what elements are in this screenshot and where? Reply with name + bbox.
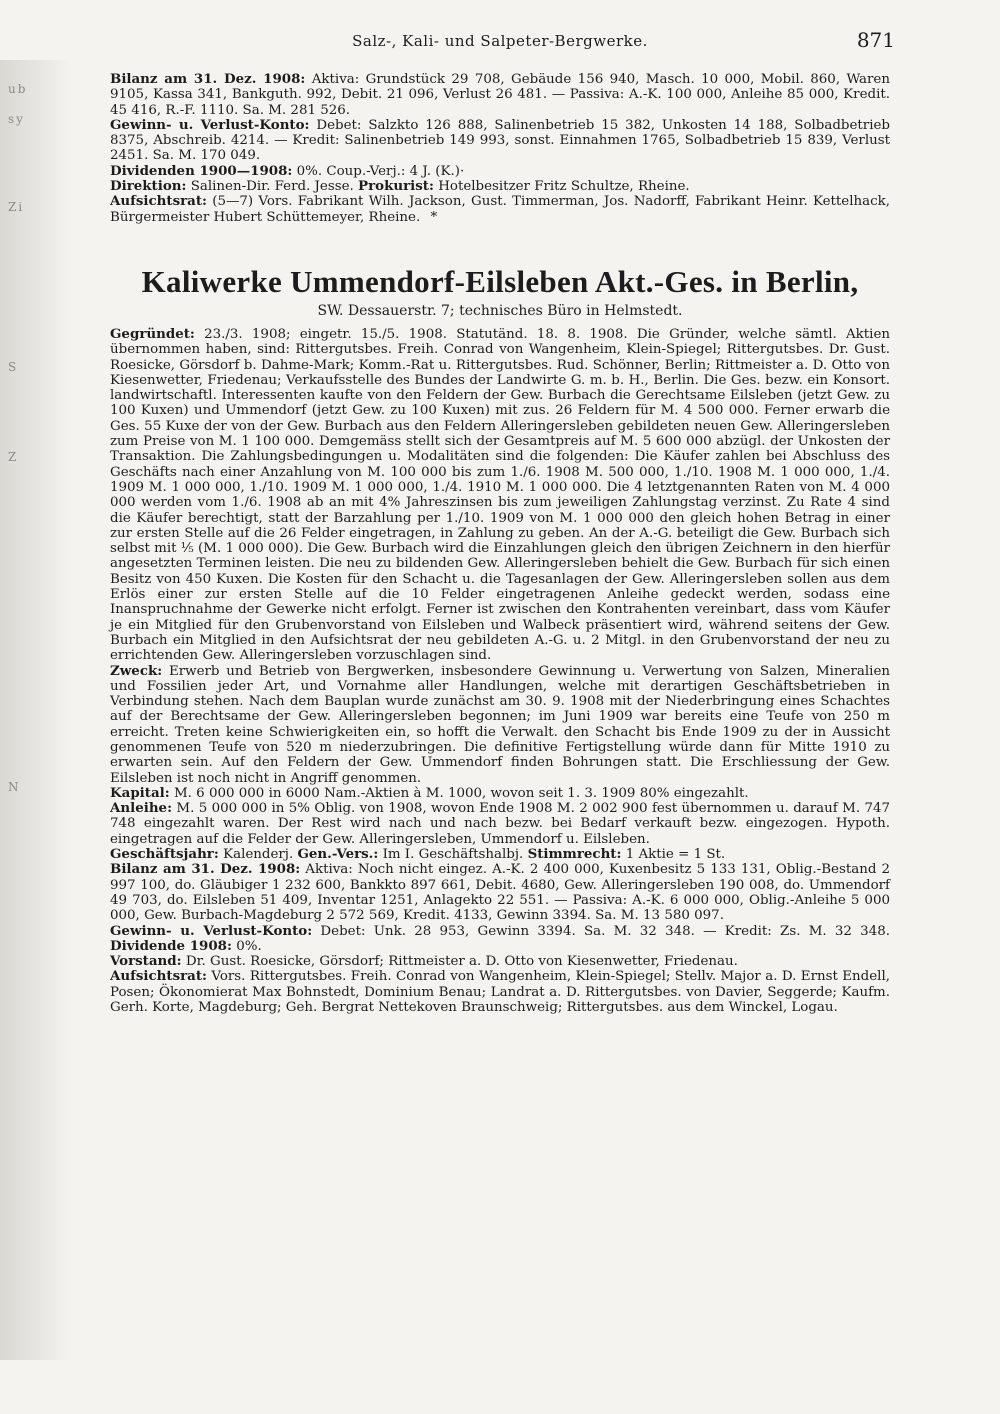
entry-label: Aufsichtsrat: xyxy=(110,193,207,210)
page-header xyxy=(105,28,895,60)
section-label: Aufsichtsrat: xyxy=(110,968,207,985)
entry-end-star: * xyxy=(430,209,438,225)
gutter-fragment: ub xyxy=(8,82,28,96)
entry-text: Salinen-Dir. Ferd. Jesse. xyxy=(190,179,354,195)
entry-label: Dividenden 1900—1908: xyxy=(110,162,293,179)
section-anleihe xyxy=(110,801,890,847)
section-text: Debet: Unk. 28 953, Gewinn 3394. Sa. M. 32 348. — Kredit: Zs. M. 32 348. xyxy=(320,923,890,939)
section-text: Vors. Rittergutsbes. Freih. Conrad von Wangenheim, Klein-Spiegel; Stellv. Major a. D. Ernst Endell, Posen; Ökonomierat Max Bohnstedt, Dominium Benau; Landrat a. D. Rittergutsbes. von Davier, Seggerde; Kaufm. Gerh. Korte, Magdeburg; Geh. Bergrat Nettekoven Braunschweig; Rittergutsbes. aus dem Winckel, Logau. xyxy=(110,969,890,1016)
section-label: Geschäftsjahr: xyxy=(110,846,219,863)
page-number: 871 xyxy=(856,28,895,52)
binding-gutter xyxy=(0,60,70,1360)
section-guv xyxy=(110,924,890,955)
section-text: Erwerb und Betrieb von Bergwerken, insbesondere Gewinnung u. Verwertung von Salzen, Mineralien und Fossilien jeder Art, und Vornahme aller Handlungen, welche mit derartigen Geschäftsbetrieben in Verbindung stehen. Nach dem Bauplan wurde zunächst am 30. 9. 1908 mit der Niederbringung eines Schachtes auf der Berechtsame der Gew. Alleringersleben begonnen; im Juni 1909 war bereits eine Teufe von 250 m erreicht. Treten keine Schwierigkeiten ein, so hofft die Verwalt. den Schacht bis Ende 1909 zu der in Aussicht genommenen Teufe von 520 m niederzubringen. Die definitive Fertigstellung würde dann für Mitte 1910 zu erwarten sein. Auf den Feldern der Gew. Ummendorf finden Bohrungen statt. Die Erschliessung der Gew. Eilsleben ist noch nicht in Angriff genommen. xyxy=(110,663,890,786)
section-text: Dr. Gust. Roesicke, Görsdorf; Rittmeister a. D. Otto von Kiesenwetter, Friedenau. xyxy=(185,954,738,970)
entry-label: Prokurist: xyxy=(358,178,434,195)
section-bilanz xyxy=(110,862,890,923)
section-label: Anleihe: xyxy=(110,800,173,817)
entry-label: Direktion: xyxy=(110,178,187,195)
prev-bilanz xyxy=(110,72,890,118)
entry-text: Debet: Salzkto 126 888, Salinenbetrieb 15 382, Unkosten 14 188, Solbadbetrieb 8375, Abschreib. 4214. — Kredit: Salinenbetrieb 149 993, sonst. Einnahmen 1765, Solbadbetrieb 15 839, Verlust 2451. Sa. M. 170 049. xyxy=(110,117,890,164)
section-text: Kalenderj. xyxy=(223,847,294,863)
section-label: Dividende 1908: xyxy=(110,937,232,954)
section-zweck xyxy=(110,664,890,786)
running-title: Salz-, Kali- und Salpeter-Bergwerke. xyxy=(352,32,648,50)
gutter-fragment: Zi xyxy=(8,200,25,214)
section-text: Im I. Geschäftshalbj. xyxy=(382,847,524,863)
section-kapital xyxy=(110,786,890,801)
section-text: 1 Aktie = 1 St. xyxy=(625,847,726,863)
gutter-fragment: S xyxy=(8,360,19,374)
entry-label: Gewinn- u. Verlust-Konto: xyxy=(110,116,310,133)
section-vorstand xyxy=(110,954,890,969)
section-label: Gegründet: xyxy=(110,325,195,342)
company-title: Kaliwerke Ummendorf-Eilsleben Akt.-Ges. in Berlin, xyxy=(141,263,859,299)
gutter-fragment: sy xyxy=(8,112,25,126)
entry-label: Bilanz am 31. Dez. 1908: xyxy=(110,71,306,87)
section-text: 0%. xyxy=(236,938,262,954)
section-text: M. 6 000 000 in 6000 Nam.-Aktien à M. 1000, wovon seit 1. 3. 1909 80% eingezahlt. xyxy=(173,785,749,801)
section-text: M. 5 000 000 in 5% Oblig. von 1908, wovon Ende 1908 M. 2 002 900 fest übernommen u. darauf M. 747 748 eingezahlt waren. Der Rest wird nach und nach bezw. bei Bedarf verkauft bezw. eingezogen. Hypoth. eingetragen auf die Felder der Gew. Alleringersleben, Ummendorf u. Eilsleben. xyxy=(110,801,890,847)
company-address: SW. Dessauerstr. 7; technisches Büro in Helmstedt. xyxy=(317,302,683,319)
section-gegruendet xyxy=(110,327,890,664)
prev-aufsichtsrat xyxy=(110,194,890,225)
section-aufsichtsrat xyxy=(110,969,890,1015)
gutter-fragment: N xyxy=(8,780,21,794)
section-geschaeftsjahr xyxy=(110,847,890,862)
entry-text: Hotelbesitzer Fritz Schultze, Rheine. xyxy=(438,179,690,195)
section-label: Kapital: xyxy=(110,784,170,801)
prev-dividenden xyxy=(110,164,890,179)
entry-text: (5—7) Vors. Fabrikant Wilh. Jackson, Gust. Timmerman, Jos. Nadorff, Fabrikant Heinr. Kettelhack, Bürgermeister Hubert Schüttemeyer, Rheine. xyxy=(110,194,890,225)
section-label: Zweck: xyxy=(110,662,163,679)
section-label: Gewinn- u. Verlust-Konto: xyxy=(110,922,313,939)
entry-text: 0%. Coup.-Verj.: 4 J. (K.)· xyxy=(296,163,465,179)
entry-text: Aktiva: Grundstück 29 708, Gebäude 156 940, Masch. 10 000, Mobil. 860, Waren 9105, Kassa 341, Bankguth. 992, Debit. 21 096, Verlust 26 481. — Passiva: A.-K. 100 000, Anleihe 85 000, Kredit. 45 416, R.-F. 1110. Sa. M. 281 526. xyxy=(110,72,890,118)
prev-guv xyxy=(110,118,890,164)
gutter-fragment: Z xyxy=(8,450,19,464)
section-label: Stimmrecht: xyxy=(527,846,622,863)
prev-direktion xyxy=(110,179,890,194)
text-column xyxy=(110,72,890,1015)
section-text: Aktiva: Noch nicht eingez. A.-K. 2 400 000, Kuxenbesitz 5 133 131, Oblig.-Bestand 2 997 100, do. Gläubiger 1 232 600, Bankkto 897 661, Debit. 4680, Gew. Alleringersleben 190 008, do. Ummendorf 49 703, do. Eilsleben 51 409, Inventar 1251, Anlagekto 22 551. — Passiva: A.-K. 6 000 000, Oblig.-Anleihe 5 000 000, Gew. Burbach-Magdeburg 2 572 569, Kredit. 4133, Gewinn 3394. Sa. M. 13 580 097. xyxy=(110,862,890,924)
section-label: Gen.-Vers.: xyxy=(297,846,379,863)
section-label: Bilanz am 31. Dez. 1908: xyxy=(110,861,301,878)
section-label: Vorstand: xyxy=(110,953,182,970)
section-text: 23./3. 1908; eingetr. 15./5. 1908. Statutänd. 18. 8. 1908. Die Gründer, welche sämtl. Aktien übernommen haben, sind: Rittergutsbes. Freih. Conrad von Wangenheim, Klein-Spiegel; Rittergutsbes. Dr. Gust. Roesicke, Görsdorf b. Dahme-Mark; Komm.-Rat u. Rittergutsbes. Rud. Schönner, Berlin; Rittmeister a. D. Otto von Kiesenwetter, Friedenau; Verkaufsstelle des Bundes der Landwirte G. m. b. H., Berlin. Die Ges. bezw. ein Konsort. landwirtschaftl. Interessenten kaufte von den Feldern der Gew. Burbach die Gerechtsame Eilsleben (jetzt Gew. zu 100 Kuxen) und Ummendorf (jetzt Gew. zu 100 Kuxen) mit zus. 26 Feldern für M. 4 500 000. Ferner erwarb die Ges. 55 Kuxe der von der Gew. Burbach aus den Feldern Alleringersleben gebildeten neuen Gew. Alleringersleben zum Preise von M. 1 100 000. Demgemäss stellt sich der Gesamtpreis auf M. 5 600 000 abzügl. der Unkosten der Transaktion. Die Zahlungsbedingungen u. Modalitäten sind die folgenden: Die Käufer zahlen bei Abschluss des Geschäfts nach einer Anzahlung von M. 100 000 bis zum 1./6. 1908 M. 500 000, 1./10. 1908 M. 1 000 000, 1./4. 1909 M. 1 000 000, 1./10. 1909 M. 1 000 000, 1./4. 1910 M. 1 000 000. Die 4 letztgenannten Raten von M. 4 000 000 werden vom 1./6. 1908 ab an mit 4% Jahreszinsen bis zum jeweiligen Zahlungstag verzinst. Zu Rate 4 sind die Käufer berechtigt, statt der Barzahlung per 1./10. 1909 von M. 1 000 000 den gleich hohen Betrag in einer zur ersten Stelle auf die 26 Felder eingetragen, in Zahlung zu geben. An der A.-G. beteiligt die Gew. Burbach sich selbst mit ⅕ (M. 1 000 000). Die Gew. Burbach wird die Einzahlungen gleich den übrigen Zeichnern in den hierfür angesetzten Terminen leisten. Die neu zu bildenden Gew. Alleringersleben behielt die Gew. Burbach für sich einen Besitz von 450 Kuxen. Die Kosten für den Schacht u. die Tagesanlagen der Gew. Alleringersleben sollen aus dem Erlös einer zur ersten Stelle auf die 10 Felder eingetragenen Anleihe gedeckt werden, sodass eine Inanspruchnahme der Gewerke nicht erfolgt. Ferner ist zwischen den Kontrahenten vereinbart, dass vom Käufer je ein Mitglied für den Grubenvorstand von Eilsleben und Walbeck präsentiert wird, während seitens der Gew. Burbach ein Mitglied in den Aufsichtsrat der neu gebildeten A.-G. u. 2 Mitgl. in den Grubenvorstand der neu zu errichtenden Gew. Alleringersleben vorzuschlagen sind. xyxy=(110,326,890,664)
